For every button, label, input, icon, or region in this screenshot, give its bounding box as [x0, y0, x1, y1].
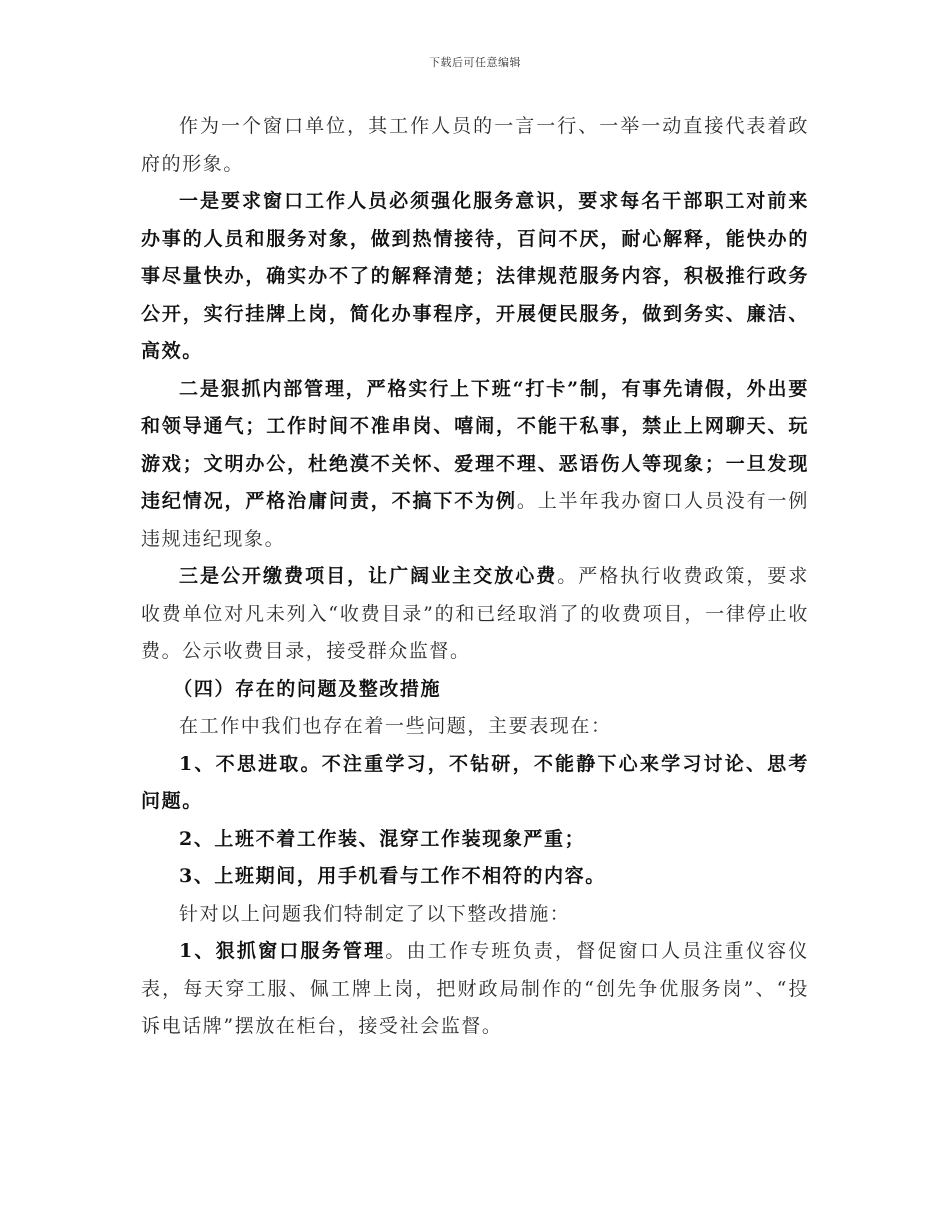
- paragraph-measures-intro: [141, 896, 809, 934]
- measure-item-1: [141, 933, 809, 1046]
- paragraph-text: 。上半年我办窗口人员没有一例违规违纪现象。: [141, 490, 809, 550]
- section-heading-problems: [141, 671, 809, 709]
- paragraph-text: 。严格执行收费政策，要求收费单位对凡未列入“收费目录”的和已经取消了的收费项目，一律停止收费。公示收费目录，接受群众监督。: [141, 565, 809, 662]
- paragraph-bold-text: 1、狠抓窗口服务管理: [179, 940, 386, 962]
- paragraph-text: 。由工作专班负责，督促窗口人员注重仪容仪表，每天穿工服、佩工牌上岗，把财政局制作的“创先争优服务岗”、“投诉电话牌”摆放在柜台，接受社会监督。: [141, 940, 809, 1037]
- paragraph-bold-text: 二是狠抓内部管理，严格实行上下班“打卡”制，有事先请假，外出要和领导通气；工作时间不准串岗、嘻闹，不能干私事，禁止上网聊天、玩游戏；文明办公，杜绝漠不关怀、爱理不理、恶语伤人等现象；一旦发现违纪情况，严格治庸问责，不搞下不为例: [141, 377, 809, 512]
- paragraph-intro: [141, 108, 809, 183]
- problem-item-1: [141, 746, 809, 821]
- section-heading-text: （四）存在的问题及整改措施: [173, 677, 442, 700]
- paragraph-fee-disclosure: [141, 558, 809, 671]
- paragraph-text: 作为一个窗口单位，其工作人员的一言一行、一举一动直接代表着政府的形象。: [141, 115, 809, 175]
- page-header-note: 下载后可任意编辑: [429, 56, 521, 69]
- paragraph-bold-text: 2、上班不着工作装、混穿工作装现象严重；: [179, 827, 586, 850]
- paragraph-problems-intro: [141, 708, 809, 746]
- paragraph-service-awareness: [141, 183, 809, 371]
- problem-item-3: [141, 858, 809, 896]
- paragraph-internal-management: [141, 371, 809, 559]
- paragraph-bold-text: 3、上班期间，用手机看与工作不相符的内容。: [179, 865, 606, 887]
- problem-item-2: [141, 821, 809, 859]
- paragraph-text: 在工作中我们也存在着一些问题，主要表现在：: [179, 715, 612, 737]
- paragraph-bold-text: 一是要求窗口工作人员必须强化服务意识，要求每名干部职工对前来办事的人员和服务对象，做到热情接待，百问不厌，耐心解释，能快办的事尽量快办，确实办不了的解释清楚；法律规范服务内容，积极推行政务公开，实行挂牌上岗，简化办事程序，开展便民服务，做到务实、廉洁、高效。: [141, 190, 809, 362]
- paragraph-text: 针对以上问题我们特制定了以下整改措施：: [179, 902, 571, 925]
- paragraph-bold-text: 三是公开缴费项目，让广阔业主交放心费: [179, 565, 558, 587]
- paragraph-bold-text: 1、不思进取。不注重学习，不钻研，不能静下心来学习讨论、思考问题。: [141, 752, 809, 812]
- document-body: [141, 108, 809, 1046]
